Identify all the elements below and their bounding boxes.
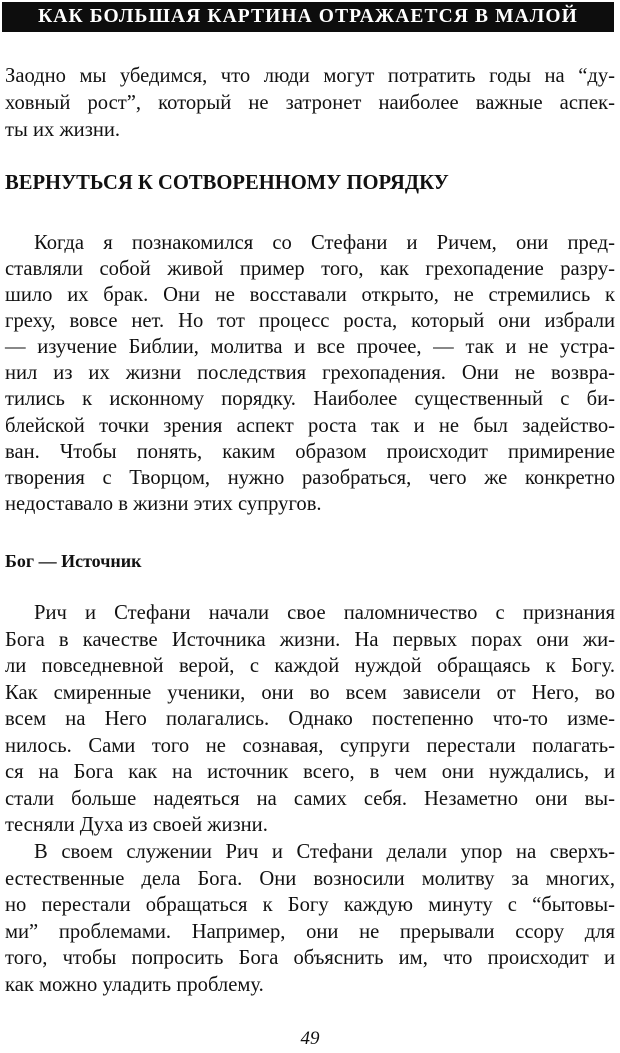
subsection-heading: Бог — Источник	[5, 551, 142, 571]
text-line: всем на Него полагались. Однако постепенно что-то изме-	[5, 708, 615, 730]
text-line: тесняли Духа из своей жизни.	[5, 814, 268, 836]
text-line: как можно уладить проблему.	[5, 974, 264, 996]
text-line: недоставало в жизни этих супругов.	[5, 493, 322, 515]
text-line: того, чтобы попросить Бога объяснить им, что происходит и	[5, 947, 615, 969]
text-line: ли повседневной верой, с каждой нуждой обращаясь к Богу.	[5, 655, 615, 677]
text-line: ставляли собой живой пример того, как грехопадение разру-	[5, 258, 615, 280]
section-heading: ВЕРНУТЬСЯ К СОТВОРЕННОМУ ПОРЯДКУ	[5, 172, 449, 194]
page-number: 49	[300, 1028, 320, 1049]
text-line: шило их брак. Они не восставали открыто, не стремились к	[5, 284, 615, 306]
text-line: ван. Чтобы понять, каким образом происходит примирение	[5, 441, 615, 463]
text-line: Рич и Стефани начали свое паломничество с признания	[34, 602, 615, 624]
text-line: Когда я познакомился со Стефани и Ричем, они пред-	[34, 232, 615, 254]
text-line: нил из их жизни последствия грехопадения. Они не возвра-	[5, 362, 615, 384]
text-line: Как смиренные ученики, они во всем зависели от Него, во	[5, 682, 615, 704]
running-head: КАК БОЛЬШАЯ КАРТИНА ОТРАЖАЕТСЯ В МАЛОЙ	[2, 2, 614, 32]
text-line: Заодно мы убедимся, что люди могут потратить годы на “ду-	[5, 65, 615, 87]
text-line: нилось. Сами того не сознавая, супруги перестали полагать-	[5, 735, 615, 757]
text-line: В своем служении Рич и Стефани делали упор на сверхъ-	[34, 841, 615, 863]
text-line: — изучение Библии, молитва и все прочее, — так и не устра-	[5, 336, 615, 358]
text-line: творения с Творцом, нужно разобраться, чего же конкретно	[5, 467, 615, 489]
text-line: ховный рост”, который не затронет наиболее важные аспек-	[5, 92, 615, 114]
text-line: ми” проблемами. Например, они не прерывали ссору для	[5, 921, 615, 943]
text-line: ся на Бога как на источник всего, в чем они нуждались, и	[5, 761, 615, 783]
text-line: стали больше надеяться на самих себя. Незаметно они вы-	[5, 788, 615, 810]
text-line: но перестали обращаться к Богу каждую минуту с “бытовы-	[5, 894, 615, 916]
text-line: блейской точки зрения аспект роста так и не был задейство-	[5, 415, 615, 437]
text-line: естественные дела Бога. Они возносили молитву за многих,	[5, 868, 615, 890]
text-line: Бога в качестве Источника жизни. На первых порах они жи-	[5, 629, 615, 651]
text-line: греху, вовсе нет. Но тот процесс роста, который они избрали	[5, 310, 615, 332]
text-line: тились к исконному порядку. Наиболее существенный с би-	[5, 388, 615, 410]
text-line: ты их жизни.	[5, 119, 121, 141]
